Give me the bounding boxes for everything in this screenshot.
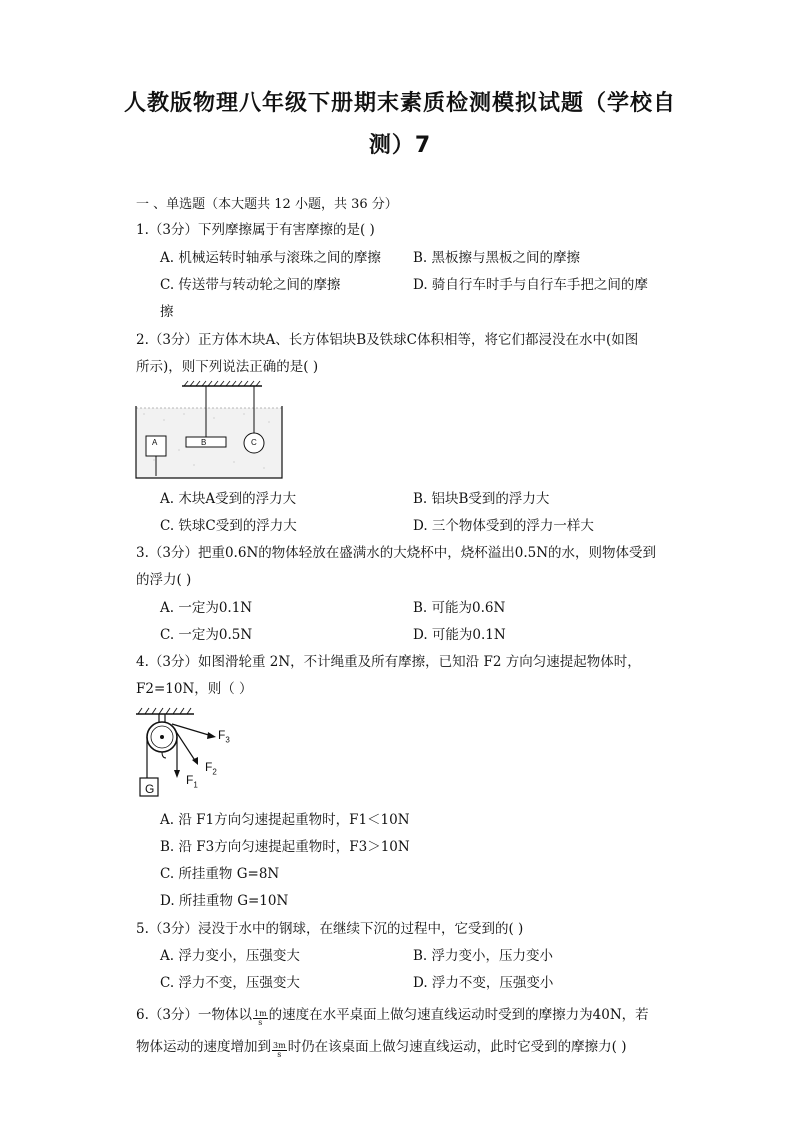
q2-stem-line2: 所示)，则下列说法正确的是( ) [136, 359, 319, 375]
q1-stem: 1.（3分）下列摩擦属于有害摩擦的是( ) [136, 222, 375, 238]
q2-figure-label-c: C [251, 438, 257, 447]
q6-speed-fraction-1: $\frac{1m}{s}$ [253, 1009, 267, 1027]
page-title-line2: 测）7 [368, 133, 432, 158]
q3-option-a: A. 一定为0.1N [160, 600, 253, 616]
q2-figure-label-a: A [152, 438, 158, 447]
q1-option-c: C. 传送带与转动轮之间的摩擦 [160, 277, 341, 293]
q4-figure-label-g: G [145, 782, 155, 796]
q5-option-b: B. 浮力变小，压力变小 [413, 948, 554, 964]
q3-option-d: D. 可能为0.1N [413, 627, 506, 643]
q2-figure-label-b: B [201, 438, 207, 447]
page-title-line1: 人教版物理八年级下册期末素质检测模拟试题（学校自 [123, 91, 676, 116]
q5-option-d: D. 浮力不变，压强变小 [413, 975, 554, 991]
q4-option-b: B. 沿 F3方向匀速提起重物时，F3＞10N [160, 839, 410, 855]
q6-stem-line2: 物体运动的速度增加到 $\frac{3m}{s}$ 时仍在该桌面上做匀速直线运动，此时它受到的摩擦力( ) [136, 1039, 627, 1059]
q4-stem-line1: 4.（3分）如图滑轮重 2N，不计绳重及所有摩擦，已知沿 F2 方向匀速提起物体时， [136, 654, 641, 670]
q4-figure-label-f1: $F_1$ [186, 773, 198, 790]
q2-figure-water-tank [134, 380, 284, 480]
q4-option-d: D. 所挂重物 G=10N [160, 893, 289, 909]
q2-option-d: D. 三个物体受到的浮力一样大 [413, 518, 594, 534]
q5-option-a: A. 浮力变小，压强变大 [160, 948, 300, 964]
q6-speed-fraction-2: $\frac{3m}{s}$ [273, 1041, 286, 1059]
q3-stem-line1: 3.（3分）把重0.6N的物体轻放在盛满水的大烧杯中，烧杯溢出0.5N的水，则物体受到 [136, 545, 657, 561]
section-heading: 一 、单选题（本大题共 12 小题，共 36 分） [136, 197, 398, 212]
q4-figure-label-f2: $F_2$ [205, 760, 217, 777]
q5-stem: 5.（3分）浸没于水中的钢球，在继续下沉的过程中，它受到的( ) [136, 921, 524, 937]
q3-stem-line2: 的浮力( ) [136, 572, 192, 588]
q4-figure-label-f3: $F_3$ [218, 728, 230, 745]
q1-option-a: A. 机械运转时轴承与滚珠之间的摩擦 [160, 250, 381, 266]
q2-option-c: C. 铁球C受到的浮力大 [160, 518, 297, 534]
q4-option-a: A. 沿 F1方向匀速提起重物时，F1＜10N [160, 812, 410, 828]
q5-option-c: C. 浮力不变，压强变大 [160, 975, 300, 991]
q4-option-c: C. 所挂重物 G=8N [160, 866, 280, 882]
q2-stem-line1: 2.（3分）正方体木块A、长方体铝块B及铁球C体积相等，将它们都浸没在水中(如图 [136, 332, 639, 348]
q1-option-b: B. 黑板擦与黑板之间的摩擦 [413, 250, 581, 266]
q6-stem-line1: 6.（3分）一物体以 $\frac{1m}{s}$ 的速度在水平桌面上做匀速直线运动时受到的摩擦力为40N，若 [136, 1007, 649, 1027]
q3-option-c: C. 一定为0.5N [160, 627, 253, 643]
q4-stem-line2: F2=10N，则（ ） [136, 681, 253, 697]
q1-option-d-line1: D. 骑自行车时手与自行车手把之间的摩 [413, 277, 648, 293]
q2-option-a: A. 木块A受到的浮力大 [160, 491, 297, 507]
q2-option-b: B. 铝块B受到的浮力大 [413, 491, 550, 507]
q3-option-b: B. 可能为0.6N [413, 600, 506, 616]
q1-option-d-line2: 擦 [160, 304, 174, 320]
